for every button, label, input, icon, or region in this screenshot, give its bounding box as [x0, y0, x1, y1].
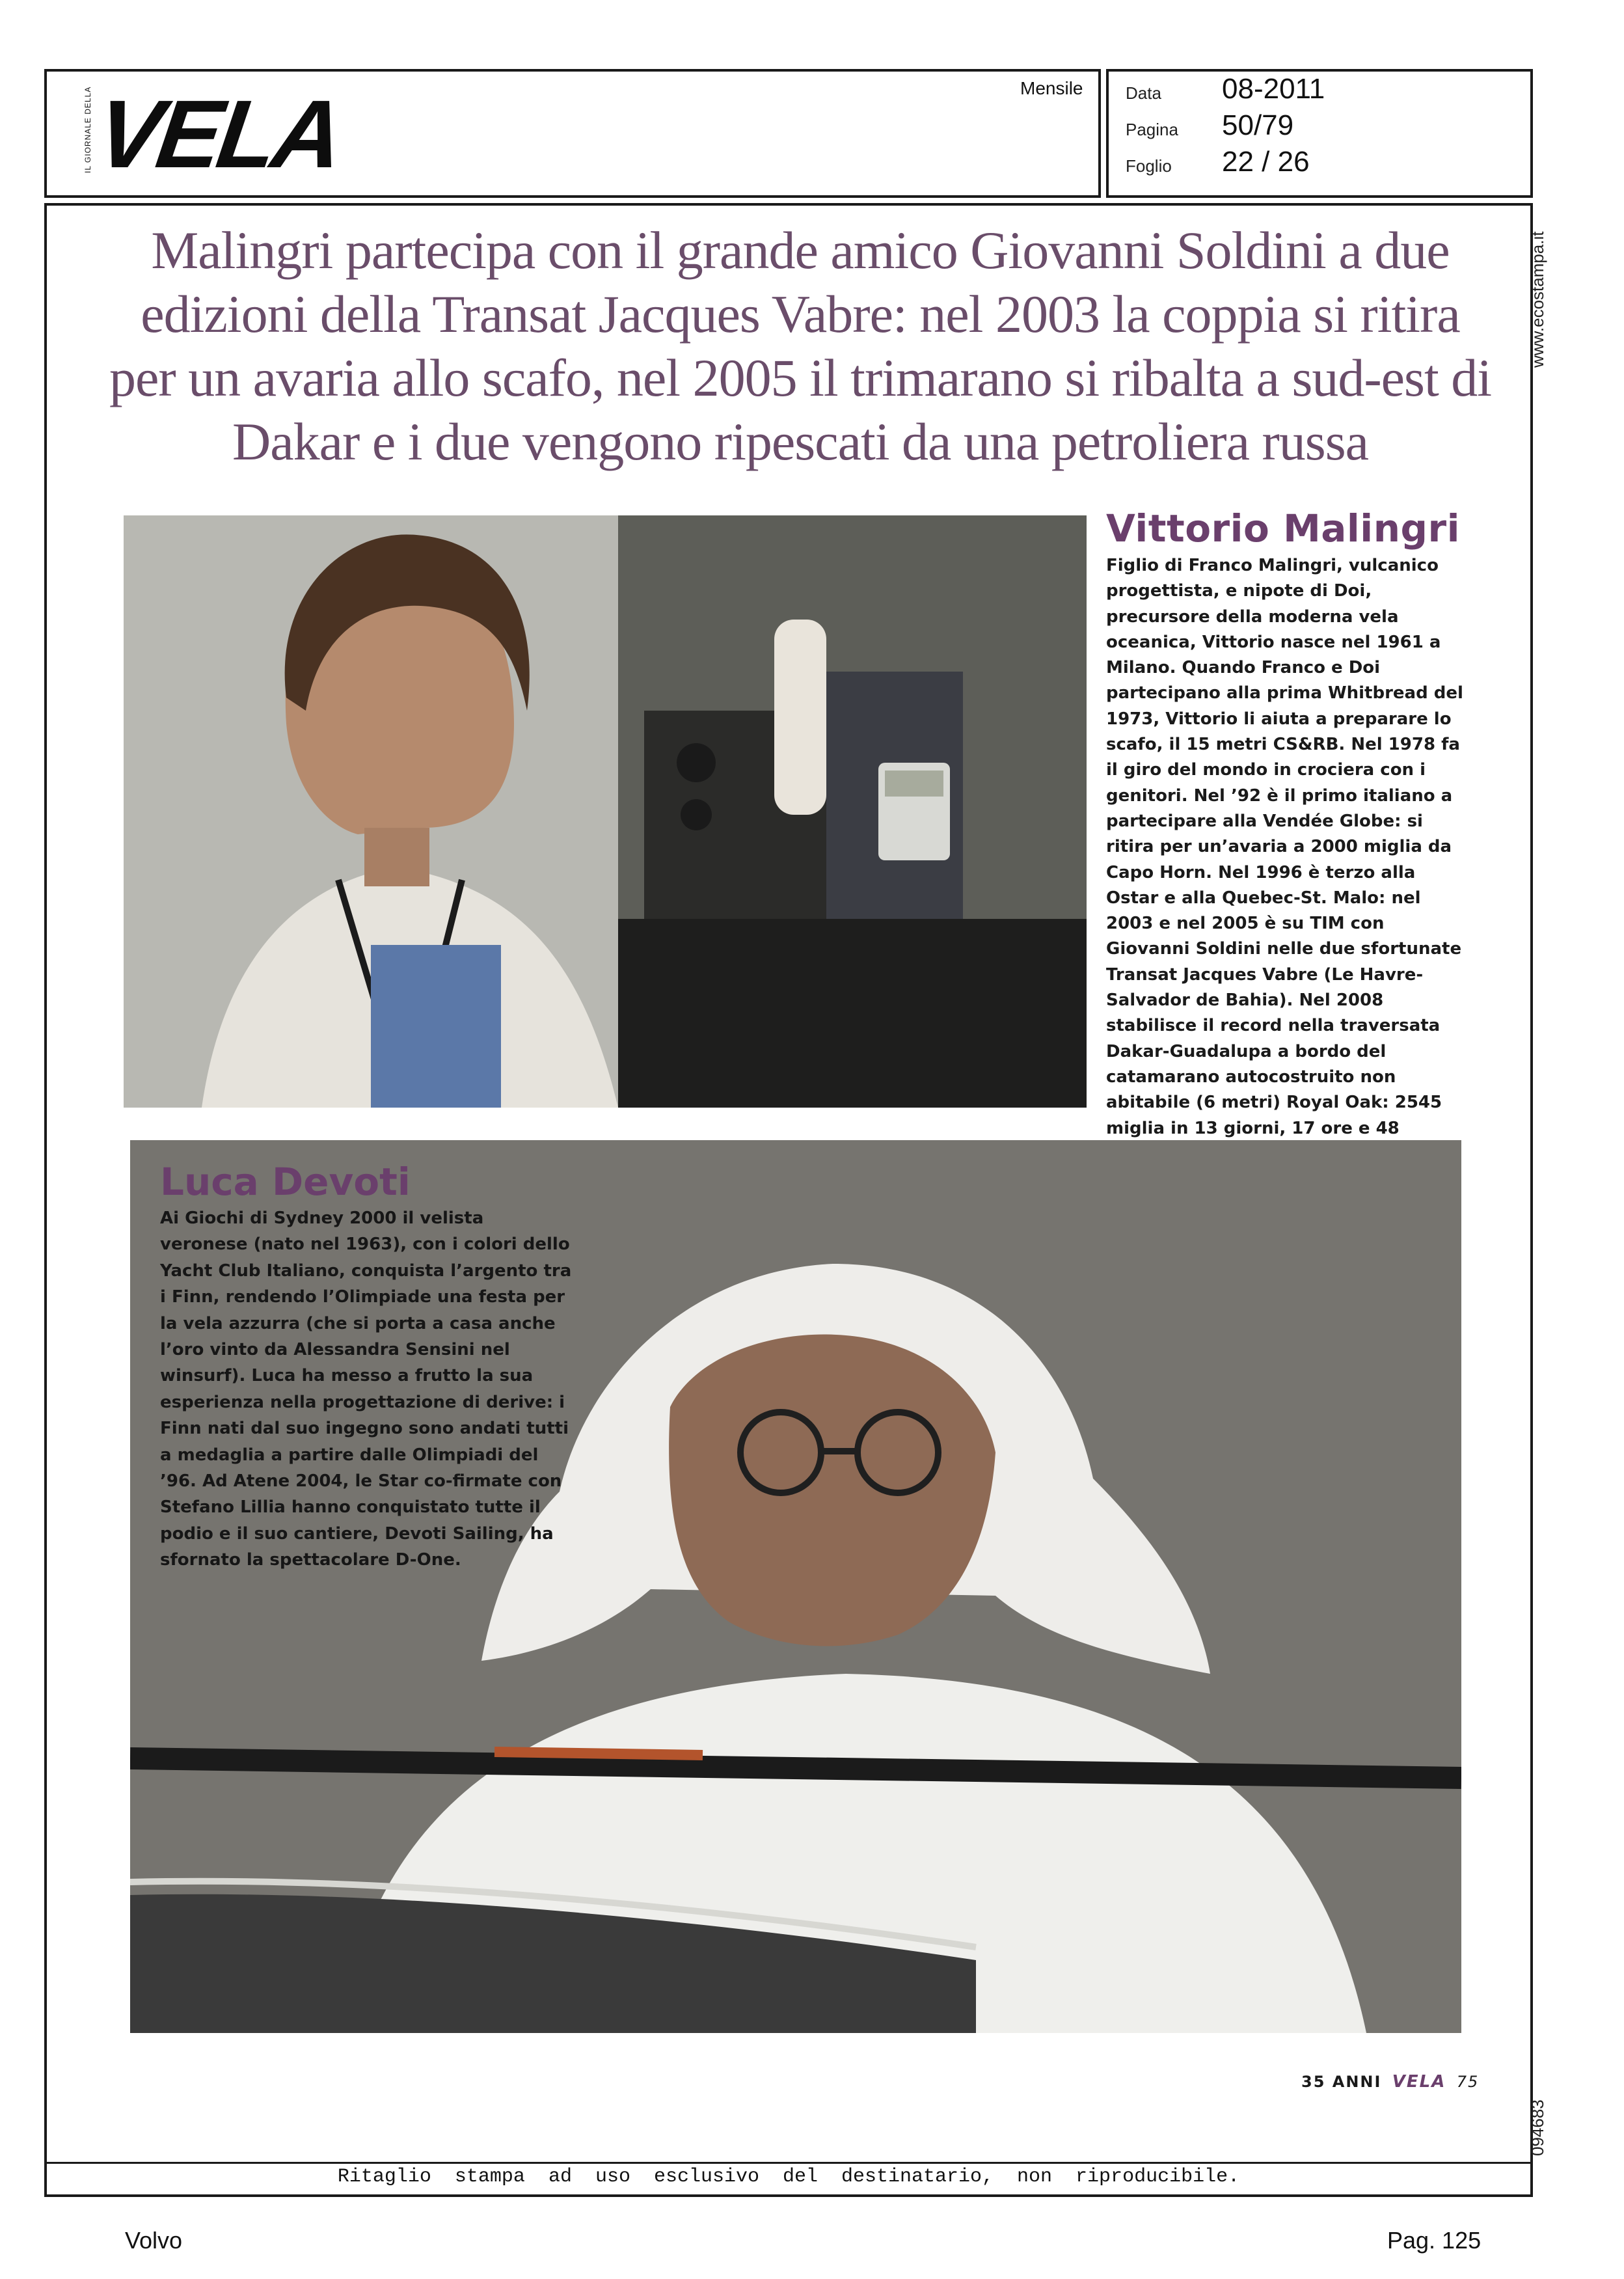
- disclaimer-divider: [44, 2162, 1533, 2164]
- logo-side-text: IL GIORNALE DELLA: [83, 86, 92, 173]
- folio-page-number: 75: [1456, 2073, 1480, 2091]
- meta-date-label: Data: [1126, 83, 1161, 103]
- photo-vittorio-malingri: [124, 515, 1087, 1108]
- meta-date-value: 08-2011: [1222, 73, 1325, 105]
- bio-vittorio-text: Figlio di Franco Malingri, vulcanico progettista, e nipote di Doi, precursore della moderna vela oceanica, Vittorio nasce nel 1961 a Milano. Quando Franco e Doi partecipano alla prima Whitbread del 1973, Vittorio li aiuta a preparare lo scafo, il 15 metri CS&RB. Nel 1978 fa il giro del mondo in crociera con i genitori. Nel ’92 è il primo italiano a partecipare alla Vendée Globe: si ritira per un’avaria a 2000 miglia da Capo Horn. Nel 1996 è terzo alla Ostar e alla Quebec-St. Malo: nel 2003 e nel 2005 è su TIM con Giovanni Soldini nelle due sfortunate Transat Jacques Vabre (Le Havre-Salvador de Bahia). Nel 2008 stabilisce il record nella traversata Dakar-Guadalupa a bordo del catamarano autocostruito non abitabile (6 metri) Royal Oak: 2545 miglia in 13 giorni, 17 ore e 48: [1106, 556, 1463, 1138]
- side-url: www.ecostampa.it: [1528, 231, 1547, 368]
- photo-illustration: [124, 515, 1087, 1108]
- meta-sheet-label: Foglio: [1126, 156, 1172, 176]
- disclaimer-text: Ritaglio stampa ad uso esclusivo del destinatario, non riproducibile.: [337, 2166, 1240, 2188]
- footer-client: Volvo: [125, 2227, 183, 2254]
- bio-vittorio-title: Vittorio Malingri: [1106, 506, 1460, 551]
- folio-logo: VELA: [1392, 2072, 1446, 2092]
- page-folio: [1301, 2072, 1479, 2092]
- meta-page-value: 50/79: [1222, 109, 1294, 141]
- vela-logo: VELA: [90, 81, 347, 188]
- meta-page-label: Pagina: [1126, 120, 1178, 139]
- bio-luca-title: Luca Devoti: [160, 1160, 411, 1204]
- side-code: 094683: [1528, 2099, 1547, 2157]
- frequency-label: Mensile: [1020, 78, 1083, 98]
- meta-sheet-value: 22 / 26: [1222, 146, 1310, 178]
- folio-prefix: 35 ANNI: [1301, 2073, 1382, 2091]
- footer-page: Pag. 125: [1387, 2227, 1482, 2254]
- article-headline: Malingri partecipa con il grande amico Giovanni Soldini a due edizioni della Transat Jacques Vabre: nel 2003 la coppia si ritira per un avaria allo scafo, nel 2005 il trimarano si ribalta a sud-est di Dakar e i due vengono ripescati da una petroliera russa: [109, 221, 1492, 471]
- bio-luca-text: Ai Giochi di Sydney 2000 il velista veronese (nato nel 1963), con i colori dello Yacht Club Italiano, conquista l’argento tra i Finn, rendendo l’Olimpiade una festa per la vela azzurra (che si porta a casa anche l’oro vinto da Alessandra Sensini nel winsurf). Luca ha messo a frutto la sua esperienza nella progettazione di derive: i Finn nati dal suo ingegno sono andati tutti a medaglia a partire dalle Olimpiadi del ’96. Ad Atene 2004, le Star co-firmate con Stefano Lillia hanno conquistato tutte il podio e il suo cantiere, Devoti Sailing, ha sfornato la spettacolare D-One.: [160, 1208, 572, 1570]
